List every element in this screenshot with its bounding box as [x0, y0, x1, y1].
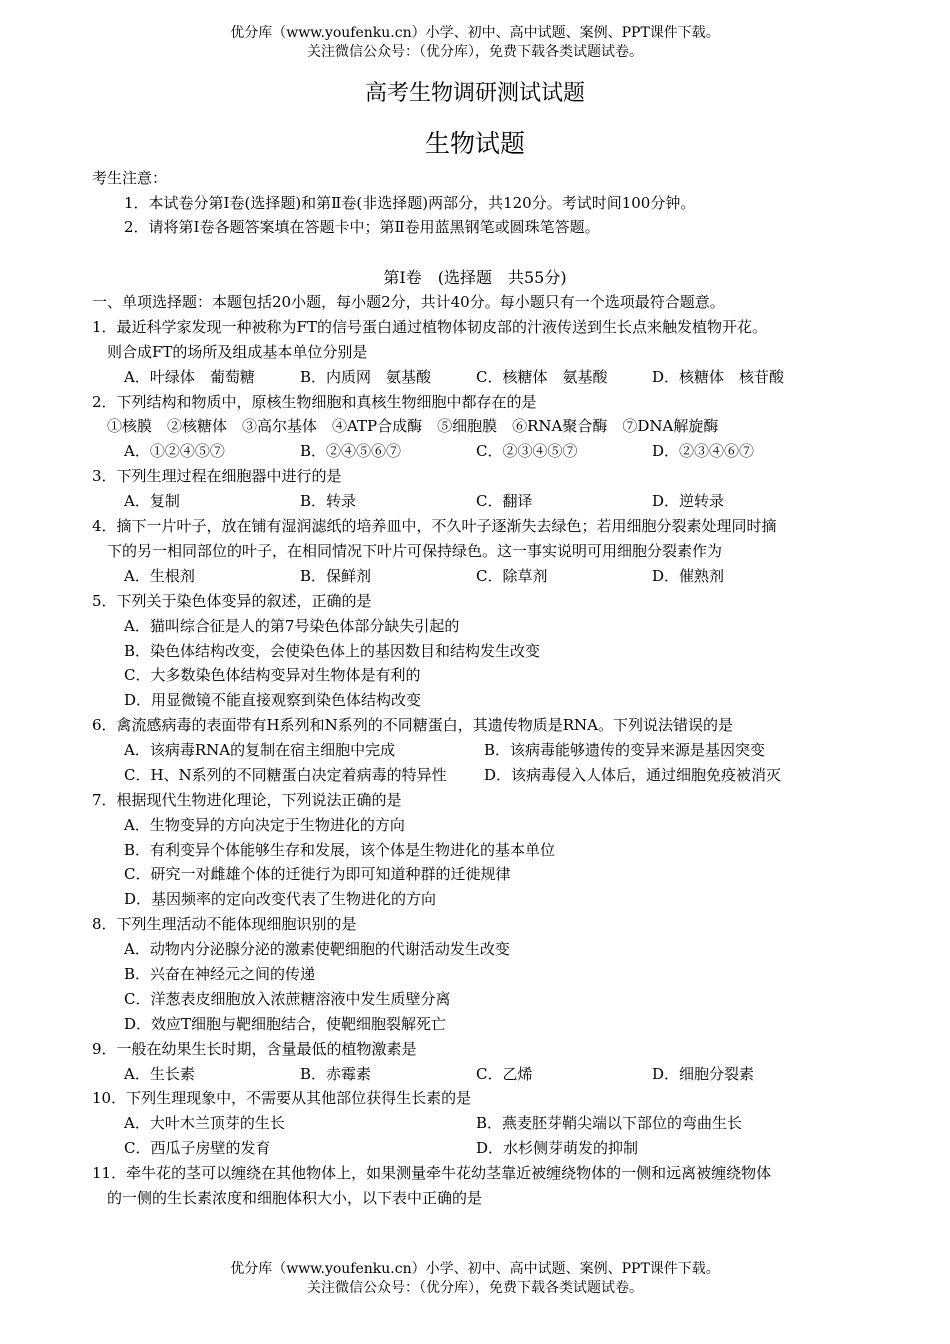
page-footer	[0, 1260, 950, 1298]
q4-option-a: A．生根剂	[124, 567, 195, 585]
section-title: 第Ⅰ卷 (选择题 共55分)	[383, 268, 567, 287]
q1-option-a: A．叶绿体 葡萄糖	[124, 368, 255, 386]
q2-option-d: D．②③④⑥⑦	[652, 442, 755, 460]
q2-stem: 2．下列结构和物质中，原核生物细胞和真核生物细胞中都存在的是	[92, 393, 537, 411]
q8-option-d: D．效应T细胞与靶细胞结合，使靶细胞裂解死亡	[124, 1015, 447, 1033]
q4-stem-2: 下的另一相同部位的叶子，在相同情况下叶片可保持绿色。这一事实说明可用细胞分裂素作为	[107, 542, 723, 560]
q8-stem: 8．下列生理活动不能体现细胞识别的是	[92, 915, 357, 933]
q3-option-c: C．翻译	[476, 492, 533, 510]
q7-option-b: B．有利变异个体能够生存和发展，该个体是生物进化的基本单位	[124, 841, 556, 859]
q3-stem: 3．下列生理过程在细胞器中进行的是	[92, 467, 342, 485]
notice-heading: 考生注意：	[92, 169, 168, 187]
q8-option-a: A．动物内分泌腺分泌的激素使靶细胞的代谢活动发生改变	[124, 940, 510, 958]
q4-option-d: D．催熟剂	[652, 567, 725, 585]
q4-option-b: B．保鲜剂	[300, 567, 372, 585]
q7-option-d: D．基因频率的定向改变代表了生物进化的方向	[124, 890, 437, 908]
q10-option-c: C．西瓜子房壁的发育	[124, 1139, 271, 1157]
notice-item-2: 2．请将第Ⅰ卷各题答案填在答题卡中；第Ⅱ卷用蓝黑钢笔或圆珠笔答题。	[124, 218, 600, 236]
q3-option-a: A．复制	[124, 492, 180, 510]
q5-option-c: C．大多数染色体结构变异对生物体是有利的	[124, 666, 421, 684]
footer-line-2: 关注微信公众号：（优分库），免费下载各类试题试卷。	[307, 1280, 643, 1296]
q7-option-c: C．研究一对雌雄个体的迁徙行为即可知道种群的迁徙规律	[124, 865, 511, 883]
q9-option-b: B．赤霉素	[300, 1065, 372, 1083]
q4-stem-1: 4．摘下一片叶子，放在铺有湿润滤纸的培养皿中，不久叶子逐渐失去绿色；若用细胞分裂素处理同时摘	[92, 517, 777, 535]
q1-stem-1: 1．最近科学家发现一种被称为FT的信号蛋白通过植物体韧皮部的汁液传送到生长点来触发植物开花。	[92, 318, 767, 336]
part-intro: 一、单项选择题：本题包括20小题，每小题2分，共计40分。每小题只有一个选项最符合题意。	[92, 293, 725, 311]
q11-stem-1: 11．牵牛花的茎可以缠绕在其他物体上，如果测量牵牛花幼茎靠近被缠绕物体的一侧和远离被缠绕物体	[92, 1164, 772, 1182]
q5-stem: 5．下列关于染色体变异的叙述，正确的是	[92, 592, 372, 610]
q7-option-a: A．生物变异的方向决定于生物进化的方向	[124, 816, 405, 834]
q9-stem: 9．一般在幼果生长时期，含量最低的植物激素是	[92, 1040, 417, 1058]
q3-option-d: D．逆转录	[652, 492, 725, 510]
footer-line-1: 优分库（www.youfenku.cn）小学、初中、高中试题、案例、PPT课件下载。	[230, 1261, 720, 1277]
q2-items: ①核膜 ②核糖体 ③高尔基体 ④ATP合成酶 ⑤细胞膜 ⑥RNA聚合酶 ⑦DNA解旋酶	[107, 417, 719, 435]
q6-option-b: B．该病毒能够遗传的变异来源是基因突变	[484, 741, 766, 759]
exam-subtitle: 生物试题	[424, 129, 525, 158]
q11-stem-2: 的一侧的生长素浓度和细胞体积大小，以下表中正确的是	[107, 1189, 483, 1207]
notice-item-1: 1．本试卷分第Ⅰ卷(选择题)和第Ⅱ卷(非选择题)两部分，共120分。考试时间100分钟。	[124, 194, 696, 212]
q7-stem: 7．根据现代生物进化理论，下列说法正确的是	[92, 791, 402, 809]
q6-option-c: C．H、N系列的不同糖蛋白决定着病毒的特异性	[124, 766, 447, 784]
q5-option-b: B．染色体结构改变，会使染色体上的基因数目和结构发生改变	[124, 642, 541, 660]
header-line-2: 关注微信公众号：（优分库），免费下载各类试题试卷。	[307, 44, 643, 60]
q9-option-a: A．生长素	[124, 1065, 195, 1083]
q8-option-c: C．洋葱表皮细胞放入浓蔗糖溶液中发生质壁分离	[124, 990, 451, 1008]
q10-option-a: A．大叶木兰顶芽的生长	[124, 1114, 285, 1132]
q1-option-b: B．内质网 氨基酸	[300, 368, 432, 386]
q2-option-c: C．②③④⑤⑦	[476, 442, 578, 460]
header-line-1: 优分库（www.youfenku.cn）小学、初中、高中试题、案例、PPT课件下载。	[230, 25, 720, 41]
q5-option-a: A．猫叫综合征是人的第7号染色体部分缺失引起的	[124, 617, 460, 635]
q2-option-a: A．①②④⑤⑦	[124, 442, 225, 460]
q1-option-d: D．核糖体 核苷酸	[652, 368, 785, 386]
q6-option-a: A．该病毒RNA的复制在宿主细胞中完成	[124, 741, 396, 759]
q10-option-b: B．燕麦胚芽鞘尖端以下部位的弯曲生长	[476, 1114, 743, 1132]
q1-option-c: C．核糖体 氨基酸	[476, 368, 608, 386]
q9-option-d: D．细胞分裂素	[652, 1065, 755, 1083]
page-header	[0, 24, 950, 62]
q8-option-b: B．兴奋在神经元之间的传递	[124, 965, 316, 983]
q10-stem: 10．下列生理现象中，不需要从其他部位获得生长素的是	[92, 1089, 472, 1107]
q1-stem-2: 则合成FT的场所及组成基本单位分别是	[107, 343, 368, 361]
q6-option-d: D．该病毒侵入人体后，通过细胞免疫被消灭	[484, 766, 782, 784]
q2-option-b: B．②④⑤⑥⑦	[300, 442, 402, 460]
q3-option-b: B．转录	[300, 492, 357, 510]
q4-option-c: C．除草剂	[476, 567, 548, 585]
q9-option-c: C．乙烯	[476, 1065, 533, 1083]
q5-option-d: D．用显微镜不能直接观察到染色体结构改变	[124, 691, 422, 709]
q10-option-d: D．水杉侧芽萌发的抑制	[476, 1139, 639, 1157]
q6-stem: 6．禽流感病毒的表面带有H系列和N系列的不同糖蛋白，其遗传物质是RNA。下列说法错误的是	[92, 716, 734, 734]
exam-title: 高考生物调研测试试题	[364, 81, 585, 106]
